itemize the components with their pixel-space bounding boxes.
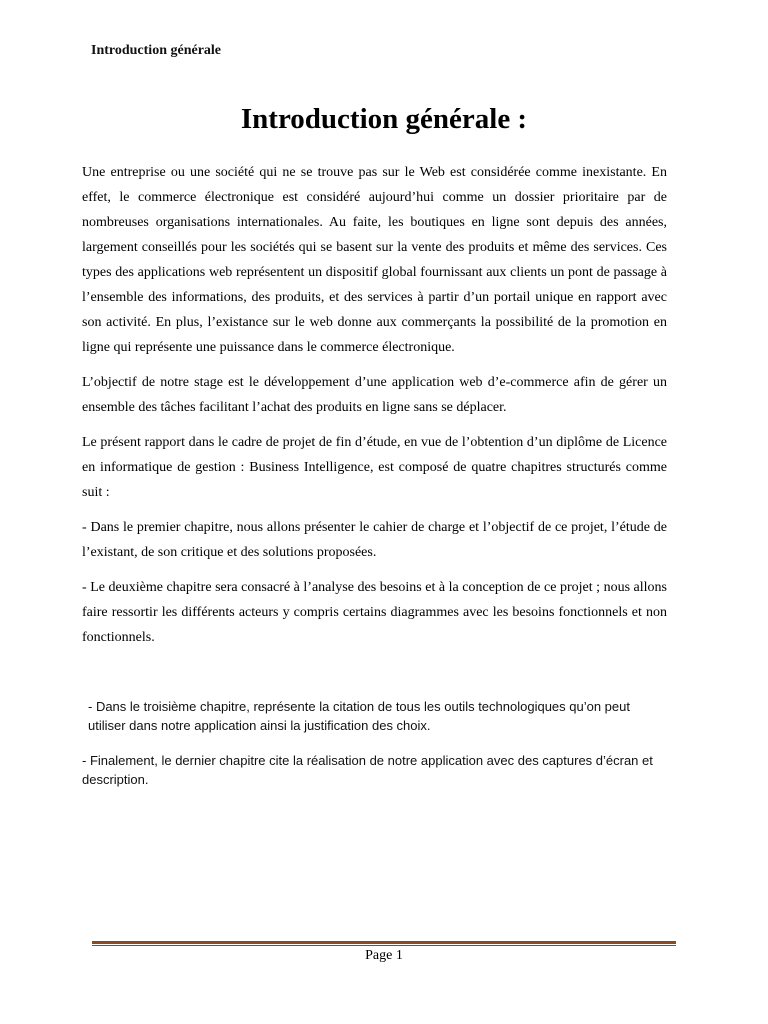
- paragraph-chapter-3-block: [88, 697, 658, 735]
- paragraph-chapter-3: - Dans le troisième chapitre, représente la citation de tous les outils technologiques qu’on peut utiliser dans notre application ainsi la justification des choix.: [88, 699, 630, 733]
- running-header: Introduction générale: [91, 43, 222, 58]
- paragraph-chapter-1: - Dans le premier chapitre, nous allons présenter le cahier de charge et l’objectif de ce projet, l’étude de l’existant, de son critique et des solutions proposées.: [82, 520, 667, 560]
- paragraph-chapter-2: - Le deuxième chapitre sera consacré à l’analyse des besoins et à la conception de ce projet ; nous allons faire ressortir les différents acteurs y compris certains diagrammes avec les besoins fonctionnels et non fonctionnels.: [82, 580, 667, 645]
- paragraph-chapter-4-block: [82, 751, 658, 789]
- footer-rule-thick: [92, 941, 676, 944]
- page-number: Page 1: [365, 948, 403, 963]
- paragraph-chapter-4: - Finalement, le dernier chapitre cite la réalisation de notre application avec des captures d’écran et description.: [82, 753, 653, 787]
- page-title: Introduction générale :: [240, 103, 528, 135]
- paragraph-intro: Une entreprise ou une société qui ne se trouve pas sur le Web est considérée comme inexistante. En effet, le commerce électronique est considéré aujourd’hui comme un dossier prioritaire par de nombreuses organisations internationales. Au faite, les boutiques en ligne sont depuis des années, largement conseillés pour les sociétés qui se basent sur la vente des produits et même des services. Ces types des applications web représentent un dispositif global fournissant aux clients un pont de passage à l’ensemble des informations, des produits, et des services à partir d’un portail unique en rapport avec son activité. En plus, l’existance sur le web donne aux commerçants la possibilité de la promotion en ligne qui représente une puissance dans le commerce électronique.: [82, 165, 667, 355]
- paragraph-objective: L’objectif de notre stage est le développement d’une application web d’e-commerce afin de gérer un ensemble des tâches facilitant l’achat des produits en ligne sans se déplacer.: [82, 375, 667, 415]
- paragraph-report-structure: Le présent rapport dans le cadre de projet de fin d’étude, en vue de l’obtention d’un diplôme de Licence en informatique de gestion : Business Intelligence, est composé de quatre chapitres structurés comme suit :: [82, 435, 667, 500]
- document-body: [82, 160, 667, 660]
- footer-rule: [92, 941, 676, 947]
- footer-rule-thin: [92, 945, 676, 946]
